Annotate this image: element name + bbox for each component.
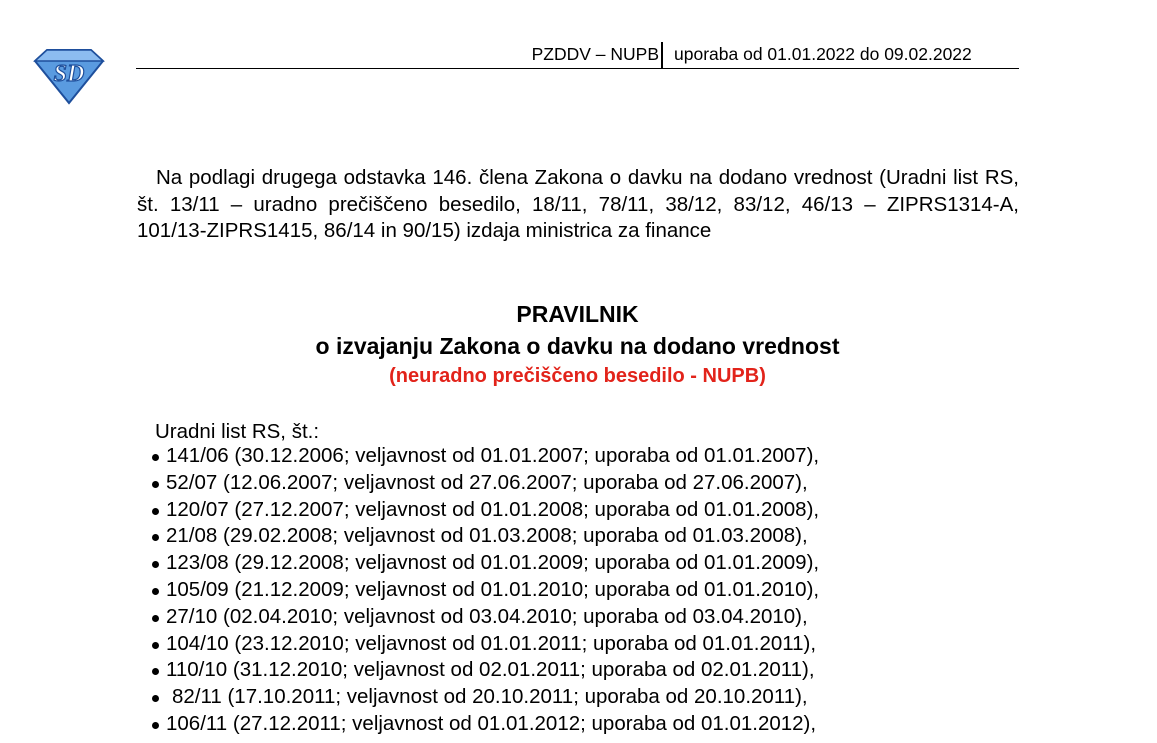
list-item: 141/06 (30.12.2006; veljavnost od 01.01.2007; uporaba od 01.01.2007),: [148, 443, 819, 470]
bullet-icon: [152, 534, 159, 541]
bullet-icon: [152, 454, 159, 461]
intro-paragraph: Na podlagi drugega odstavka 146. člena Zakona o davku na dodano vrednost (Uradni list RS, št. 13/11 – uradno prečiščeno besedilo, 18/11, 78/11, 38/12, 83/12, 46/13 – ZIPRS1314-A, 101/13-ZIPRS1415, 86/14 in 90/15) izdaja ministrica za finance: [137, 166, 1019, 242]
bullet-icon: [152, 561, 159, 568]
bullet-icon: [152, 615, 159, 622]
usage-period: uporaba od 01.01.2022 do 09.02.2022: [674, 44, 972, 64]
list-item: 120/07 (27.12.2007; veljavnost od 01.01.2008; uporaba od 01.01.2008),: [148, 497, 819, 524]
document-title: PRAVILNIK: [516, 301, 639, 327]
list-item: 82/11 (17.10.2011; veljavnost od 20.10.2011; uporaba od 20.10.2011),: [148, 684, 819, 711]
bullet-icon: [152, 588, 159, 595]
bullet-icon: [152, 481, 159, 488]
page-header: [136, 44, 1019, 69]
list-item: 104/10 (23.12.2010; veljavnost od 01.01.2011; uporaba od 01.01.2011),: [148, 631, 819, 658]
bullet-icon: [152, 668, 159, 675]
doc-id: PZDDV – NUPB: [531, 44, 659, 64]
bullet-icon: [152, 508, 159, 515]
title-block: [136, 298, 1019, 390]
gazette-label: Uradni list RS, št.:: [155, 420, 320, 443]
bullet-icon: [152, 695, 159, 702]
list-item: 105/09 (21.12.2009; veljavnost od 01.01.2010; uporaba od 01.01.2010),: [148, 577, 819, 604]
header-separator: [661, 42, 663, 68]
bullet-icon: [152, 722, 159, 729]
sd-logo: [33, 47, 105, 105]
list-item: 21/08 (29.02.2008; veljavnost od 01.03.2008; uporaba od 01.03.2008),: [148, 523, 819, 550]
list-item: 27/10 (02.04.2010; veljavnost od 03.04.2010; uporaba od 03.04.2010),: [148, 604, 819, 631]
gazette-list: [148, 443, 819, 738]
list-item: 110/10 (31.12.2010; veljavnost od 02.01.2011; uporaba od 02.01.2011),: [148, 657, 819, 684]
list-item: 52/07 (12.06.2007; veljavnost od 27.06.2007; uporaba od 27.06.2007),: [148, 470, 819, 497]
document-subtitle: o izvajanju Zakona o davku na dodano vrednost: [315, 333, 840, 359]
bullet-icon: [152, 642, 159, 649]
svg-text:SD: SD: [53, 61, 85, 87]
list-item: 106/11 (27.12.2011; veljavnost od 01.01.2012; uporaba od 01.01.2012),: [148, 711, 819, 738]
list-item: 123/08 (29.12.2008; veljavnost od 01.01.2009; uporaba od 01.01.2009),: [148, 550, 819, 577]
nupb-note: (neuradno prečiščeno besedilo - NUPB): [389, 365, 766, 387]
